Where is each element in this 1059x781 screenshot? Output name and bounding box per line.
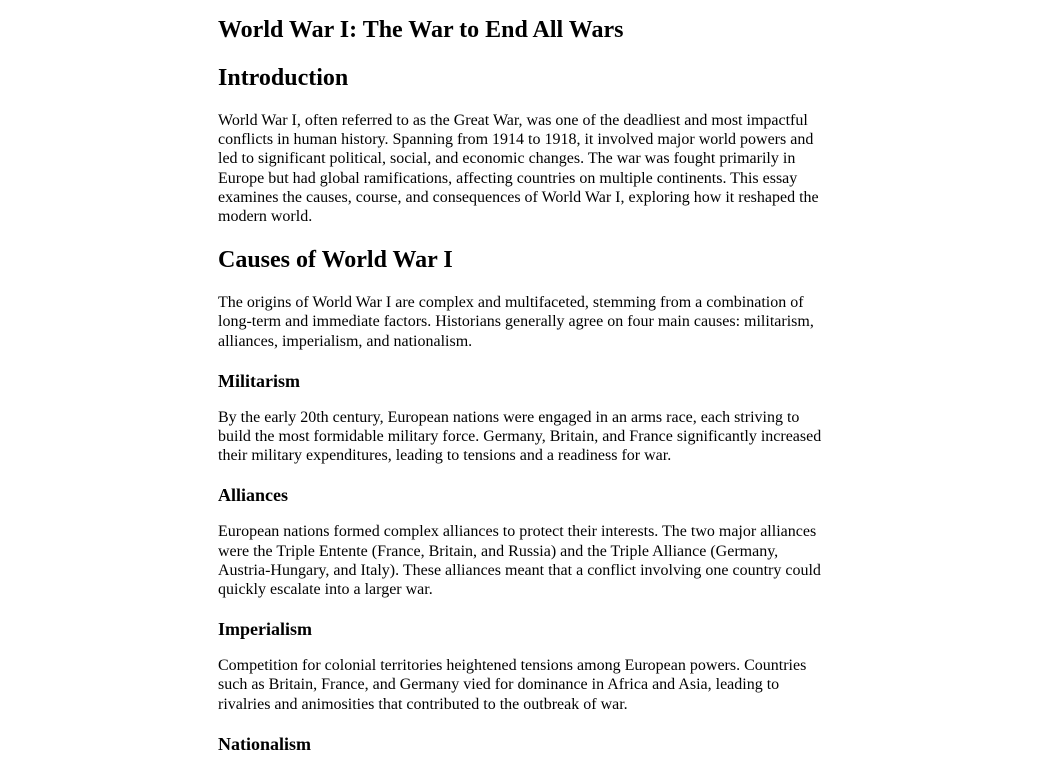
causes-paragraph: The origins of World War I are complex and multifaceted, stemming from a combination of long-term and immediate factors. Historians generally agree on four main causes: militarism, alliances, imperialism, and nationalism.: [218, 294, 814, 350]
alliances-paragraph: European nations formed complex alliances to protect their interests. The two major alliances were the Triple Entente (France, Britain, and Russia) and the Triple Alliance (Germany, Austria-Hungary, and Italy). These alliances meant that a conflict involving one country could quickly escalate into a larger war.: [218, 523, 821, 599]
alliances-heading: Alliances: [218, 485, 288, 506]
causes-heading: Causes of World War I: [218, 247, 453, 274]
militarism-heading: Militarism: [218, 370, 300, 391]
introduction-paragraph: World War I, often referred to as the Great War, was one of the deadliest and most impactful conflicts in human history. Spanning from 1914 to 1918, it involved major world powers and led to significant political, social, and economic changes. The war was fought primarily in Europe but had global ramifications, affecting countries on multiple continents. This essay examines the causes, course, and consequences of World War I, exploring how it reshaped the modern world.: [218, 112, 819, 226]
imperialism-heading: Imperialism: [218, 619, 312, 640]
militarism-paragraph: By the early 20th century, European nations were engaged in an arms race, each striving to build the most formidable military force. Germany, Britain, and France significantly increased their military expenditures, leading to tensions and a readiness for war.: [218, 408, 822, 465]
imperialism-paragraph: Competition for colonial territories heightened tensions among European powers. Countries such as Britain, France, and Germany vied for dominance in Africa and Asia, leading to rivalries and animosities that contributed to the outbreak of war.: [218, 657, 807, 713]
nationalism-heading: Nationalism: [218, 733, 312, 754]
document-body: [218, 0, 822, 755]
introduction-heading: Introduction: [218, 65, 349, 91]
document-title: World War I: The War to End All Wars: [218, 17, 624, 43]
